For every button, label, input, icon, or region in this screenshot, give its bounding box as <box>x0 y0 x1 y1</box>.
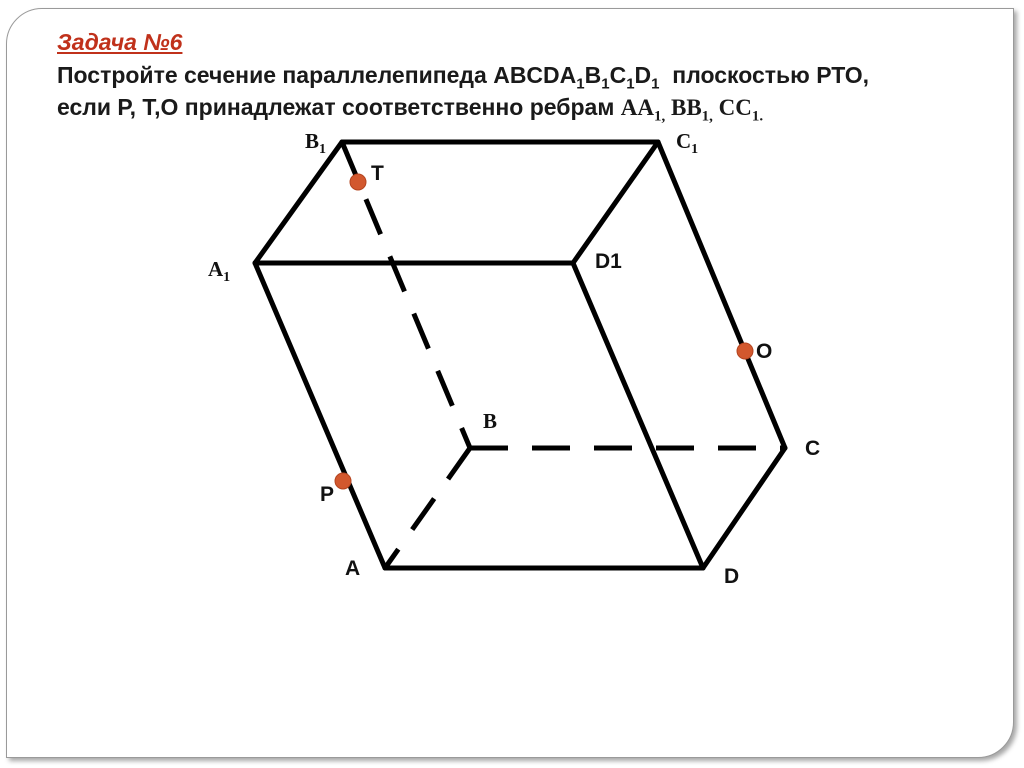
point-label-t: T <box>371 162 384 185</box>
point-t-marker <box>350 174 366 190</box>
vertex-label-a: A <box>345 557 361 580</box>
edge-d-c <box>703 448 785 568</box>
hidden-edge-b-a <box>385 448 470 568</box>
edge-c1-d1 <box>573 142 658 263</box>
vertex-label-d1: D1 <box>595 250 622 273</box>
vertex-label-b1: $B_1$ <box>305 129 327 157</box>
vertex-label-d: D <box>724 565 740 588</box>
edge-a1-b1 <box>255 142 342 263</box>
task-title: Задача №6 <box>57 29 183 55</box>
vertex-label-a1: $A_1$ <box>208 257 231 285</box>
vertex-label-b: B <box>483 409 498 433</box>
edge-a1-a <box>255 263 385 568</box>
edge-c1-c <box>658 142 785 448</box>
point-label-o: O <box>756 340 773 363</box>
edge-d1-d <box>573 263 703 568</box>
problem-statement-line-2: если Р, Т,О принадлежат соответственно ребрам $AA_{1,}$ $BB_{1,}$ $CC_{1.}$ <box>57 94 764 125</box>
point-o-marker <box>737 343 753 359</box>
vertex-label-c: C <box>805 437 821 460</box>
point-p-marker <box>335 473 351 489</box>
problem-statement-line-1: Постройте сечение параллелепипеда $ABCDA_1B_1C_1D_1$ плоскостью РТО, <box>57 62 870 93</box>
vertex-label-c1: $C_1$ <box>676 129 699 157</box>
point-label-p: P <box>320 483 335 506</box>
